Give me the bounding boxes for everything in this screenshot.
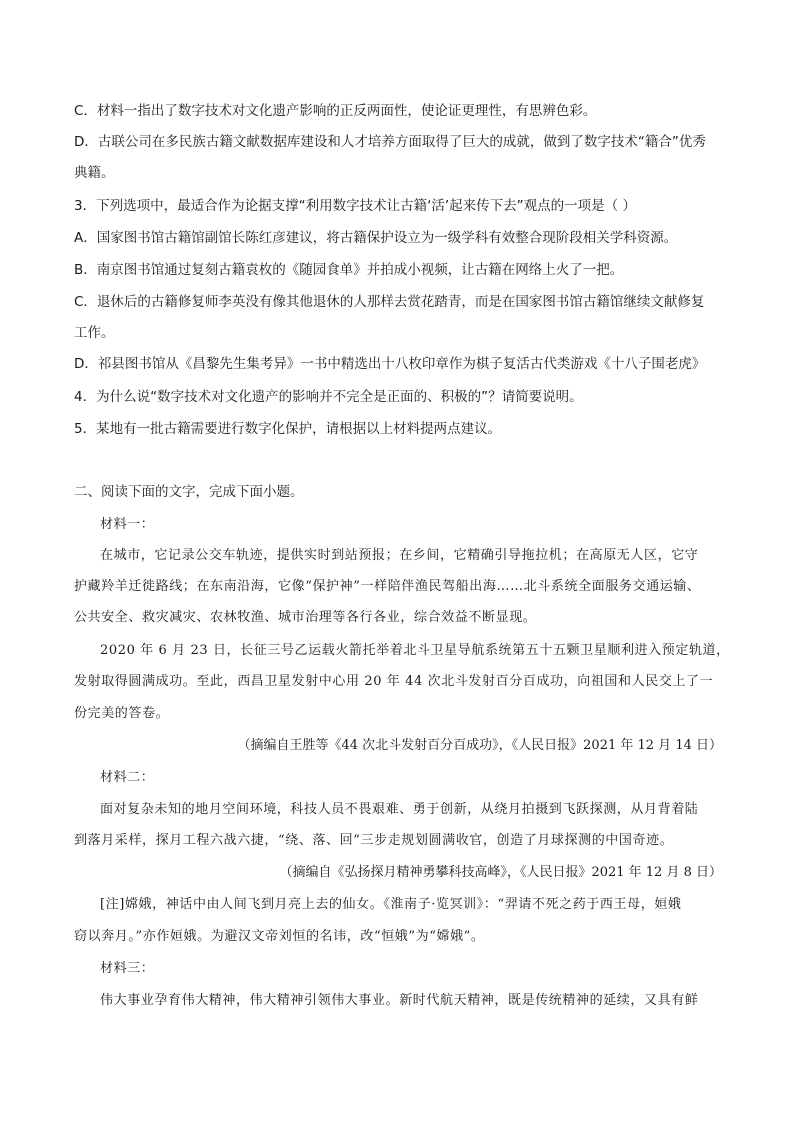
question-4: 4．为什么说“数字技术对文化遗产的影响并不完全是正面的、积极的”？请简要说明。 [74,389,583,405]
material-2-text: 面对复杂未知的地月空间环境，科技人员不畏艰难、勇于创新，从绕月拍摄到飞跃探测，从月背着陆 [100,802,699,817]
material-2-text: 到落月采样，探月工程六战六捷，“绕、落、回”三步走规划圆满收官，创造了月球探测的中国奇迹。 [74,833,674,848]
material-1-label: 材料一： [100,517,155,532]
question-3: 3．下列选项中，最适合作为论据支撑“利用数字技术让古籍‘活’起来传下去”观点的一项是（ ） [74,198,636,214]
question-3-option-d: D．祁县图书馆从《昌黎先生集考异》一书中精选出十八枚印章作为棋子复活古代类游戏《十八子围老虎》 [74,356,706,372]
material-2-label: 材料二： [100,770,155,785]
note-text: [注]嫦娥，神话中由人间飞到月亮上去的仙女。《淮南子·览冥训》：“羿请不死之药于西王母，姮娥 [100,897,682,912]
section-heading: 二、阅读下面的文字，完成下面小题。 [74,484,304,500]
material-3-label: 材料三： [100,961,155,976]
question-3-option-b: B．南京图书馆通过复刻古籍袁枚的《随园食单》并拍成小视频，让古籍在网络上火了一把。 [74,262,624,278]
material-1-source: （摘编自王胜等《44 次北斗发射百分百成功》，《人民日报》2021 年 12 月 14 日） [237,738,722,753]
material-1-text: 2020 年 6 月 23 日，长征三号乙运载火箭托举着北斗卫星导航系统第五十五颗卫星顺利进入预定轨道， [100,643,730,658]
option-d: D．古联公司在多民族古籍文献数据库建设和人才培养方面取得了巨大的成就，做到了数字技术“籍合”优秀 [74,134,706,150]
question-3-option-c-cont: 工作。 [74,325,115,341]
question-3-option-c: C．退休后的古籍修复师李英没有像其他退休的人那样去赏花踏青，而是在国家图书馆古籍馆继续文献修复 [74,294,705,310]
material-1-text: 份完美的答卷。 [74,706,170,721]
material-1-text: 公共安全、救灾减灾、农林牧渔、城市治理等各行各业，综合效益不断显现。 [74,610,537,625]
material-1-text: 在城市，它记录公交车轨迹，提供实时到站预报；在乡间，它精确引导拖拉机；在高原无人区，它守 [100,548,699,563]
note-text: 窃以奔月。”亦作姮娥。为避汉文帝刘恒的名讳，改“恒娥”为“嫦娥”。 [74,929,485,944]
question-5: 5．某地有一批古籍需要进行数字化保护，请根据以上材料提两点建议。 [74,421,502,437]
material-2-source: （摘编自《弘扬探月精神勇攀科技高峰》，《人民日报》2021 年 12 月 8 日） [279,865,722,880]
option-c: C．材料一指出了数字技术对文化遗产影响的正反两面性，使论证更理性，有思辨色彩。 [74,103,597,119]
option-d-cont: 典籍。 [74,165,115,181]
question-3-option-a: A．国家图书馆古籍馆副馆长陈红彦建议，将古籍保护设立为一级学科有效整合现阶段相关学科资源。 [74,230,678,246]
material-3-text: 伟大事业孕育伟大精神，伟大精神引领伟大事业。新时代航天精神，既是传统精神的延续，又具有鲜 [100,993,699,1008]
material-1-text: 发射取得圆满成功。至此，西昌卫星发射中心用 20 年 44 次北斗发射百分百成功，向祖国和人民交上了一 [74,674,714,689]
material-1-text: 护藏羚羊迁徙路线；在东南沿海，它像“保护神”一样陪伴渔民驾船出海……北斗系统全面服务交通运输、 [74,579,701,594]
